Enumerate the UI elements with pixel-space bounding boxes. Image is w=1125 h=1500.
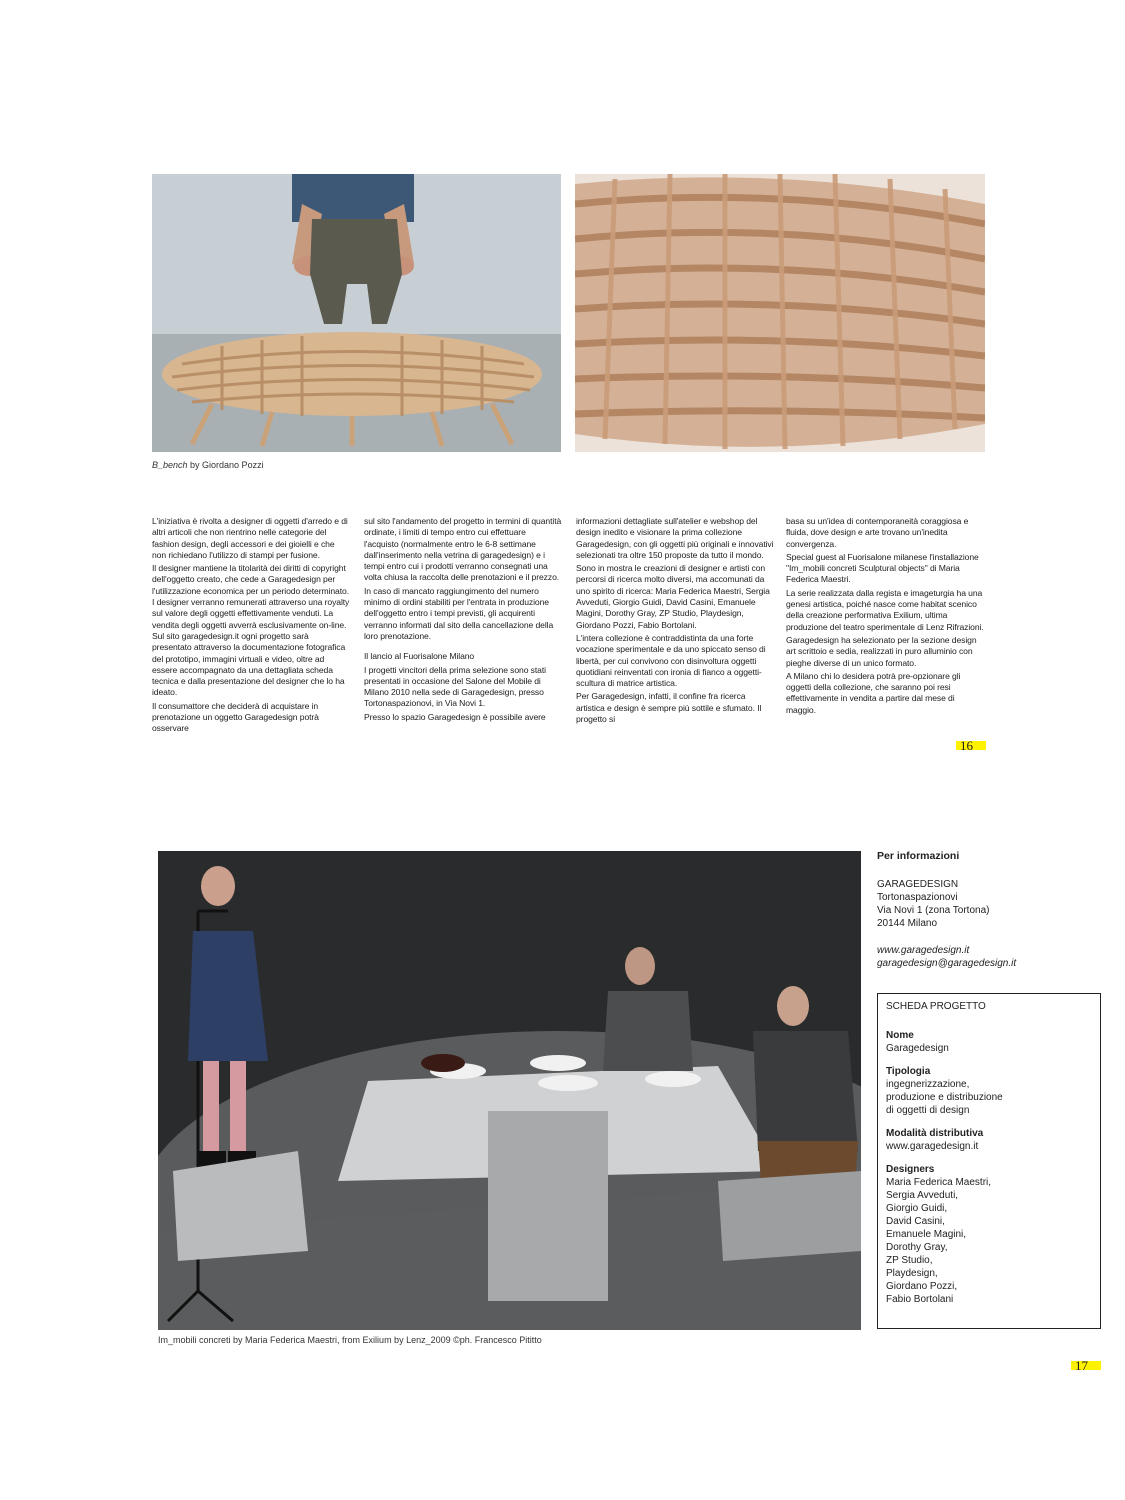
- caption-title: B_bench: [152, 460, 188, 470]
- paragraph: Il designer mantiene la titolarità dei diritti di copyright dell'oggetto creato, che cede a Garagedesign per l'utilizzazione economica per un periodo determinato. I designer verranno remunerati attraverso una royalty sul valore degli oggetti effettivamente venduti. La vendita degli oggetti avverrà esclusivamente on-line. Sul sito garagedesign.it ogni progetto sarà presentato attraverso la documentazione fotografica del prototipo, immagini virtuali e video, oltre ad essere accompagnato da una dettagliata scheda tecnica e dalla presentazione del designer che lo ha ideato.: [152, 563, 350, 698]
- paragraph: L'iniziativa è rivolta a designer di oggetti d'arredo e di altri articoli che non rientrino nelle categorie del fashion design, degli accessori e dei gioielli e che non richiedano l'utilizzo di stampi per fusione.: [152, 516, 348, 560]
- contact-info: [877, 850, 1101, 970]
- paragraph: basa su un'idea di contemporaneità coraggiosa e fluida, dove design e arte trovano un'inedita convergenza.: [786, 516, 969, 549]
- info-heading: Per informazioni: [877, 850, 960, 862]
- article-column-1: [152, 516, 350, 737]
- bench-detail-photo: [575, 174, 985, 452]
- paragraph: A Milano chi lo desidera potrà pre-opzionare gli oggetti della collezione, che saranno poi resi effettivamente in vendita a partire dal mese di maggio.: [786, 670, 961, 715]
- paragraph: Special guest al Fuorisalone milanese l'installazione "Im_mobili concreti Sculptural objects" di Maria Federica Maestri.: [786, 551, 979, 585]
- page-number-16: [956, 738, 986, 752]
- paragraph: I progetti vincitori della prima selezione sono stati presentati in occasione del Salone del Mobile di Milano 2010 nella sede di Garagedesign, presso Tortonaspazionovi, in Via Novi 1.: [364, 664, 546, 709]
- paragraph: Sono in mostra le creazioni di designer e artisti con percorsi di ricerca molto diversi, ma accomunati da uno spirito di ricerca: Maria Federica Maestri, Sergia Avveduti, Giorgio Guidi, David Casini, Emanuele Magini, Dorothy Gray, ZP Studio, Playdesign, Giordano Pozzi, Fabio Bortolani.: [576, 563, 770, 630]
- page-number-text: 16: [960, 738, 973, 753]
- tipologia-value: ingegnerizzazione, produzione e distribuzione di oggetti di design: [886, 1079, 1003, 1116]
- page-number-17: [1071, 1358, 1101, 1372]
- project-sheet-title: SCHEDA PROGETTO: [886, 1001, 986, 1012]
- paragraph: In caso di mancato raggiungimento del numero minimo di ordini stabiliti per l'entrata in produzione dell'oggetto entro i tempi previsti, gli acquirenti verranno informati dal sito della cancellazione della loro prenotazione.: [364, 585, 554, 641]
- modalita-label: Modalità distributiva: [886, 1128, 984, 1139]
- designers-label: Designers: [886, 1164, 935, 1175]
- info-email-link[interactable]: garagedesign@garagedesign.it: [877, 958, 1017, 969]
- designers-value: Maria Federica Maestri, Sergia Avveduti, Giorgio Guidi, David Casini, Emanuele Magini, Dorothy Gray, ZP Studio, Playdesign, Giordano Pozzi, Fabio Bortolani: [886, 1177, 992, 1305]
- article-column-2: [364, 516, 562, 725]
- nome-label: Nome: [886, 1030, 914, 1041]
- info-city: 20144 Milano: [877, 918, 938, 929]
- article-column-4: [786, 516, 986, 718]
- paragraph: L'intera collezione è contraddistinta da una forte vocazione sperimentale e da uno spiccato senso di libertà, per cui convivono con disinvoltura oggetti quotidiani reinventati con ironia di fianco a oggetti-scultura di matrice artistica.: [576, 632, 766, 689]
- paragraph: informazioni dettagliate sull'atelier e webshop del design inedito e visionare la prima collezione Garagedesign, con gli oggetti più originali e innovativi selezionati tra oltre 150 proposte da tutto il mondo.: [576, 516, 774, 560]
- info-website-link[interactable]: www.garagedesign.it: [877, 945, 970, 956]
- modalita-value[interactable]: www.garagedesign.it: [886, 1141, 979, 1152]
- bench-photo: [152, 174, 561, 452]
- paragraph: Per Garagedesign, infatti, il confine fra ricerca artistica e design è sempre più sottile e sfumato. Il progetto si: [576, 691, 762, 725]
- info-street: Via Novi 1 (zona Tortona): [877, 905, 990, 916]
- paragraph: La serie realizzata dalla regista e imageturgia ha una genesi artistica, poiché nasce come habitat scenico della creazione performativa Exilium, ultima produzione del teatro sperimentale di Lenz Rifrazioni.: [786, 587, 984, 632]
- info-spacer: [877, 930, 1101, 944]
- info-venue: Tortonaspazionovi: [877, 892, 958, 903]
- caption-author: by Giordano Pozzi: [187, 460, 264, 470]
- nome-value: Garagedesign: [886, 1043, 949, 1054]
- stage-performance-photo: [158, 851, 861, 1330]
- tipologia-label: Tipologia: [886, 1066, 931, 1077]
- project-sheet-box: [877, 993, 1101, 1329]
- paragraph: Il consumattore che deciderà di acquistare in prenotazione un oggetto Garagedesign potrà osservare: [152, 700, 319, 734]
- page-number-text: 17: [1075, 1358, 1088, 1373]
- section-subheading: Il lancio al Fuorisalone Milano: [364, 651, 475, 662]
- paragraph: Presso lo spazio Garagedesign è possibile avere: [364, 711, 546, 722]
- stage-photo-caption: Im_mobili concreti by Maria Federica Maestri, from Exilium by Lenz_2009 ©ph. Francesco Pititto: [158, 1335, 542, 1345]
- paragraph: Garagedesign ha selezionato per la sezione design art scrittoio e sedia, realizzati in puro alluminio con pieghe diverse di un unico formato.: [786, 634, 977, 668]
- info-company: GARAGEDESIGN: [877, 879, 959, 890]
- bench-photo-caption: [152, 460, 264, 470]
- article-column-3: [576, 516, 774, 727]
- paragraph: sul sito l'andamento del progetto in termini di quantità ordinate, i limiti di tempo entro cui effettuare l'acquisto (normalmente entro le 6-8 settimane dall'inserimento nella vetrina di garagedesign) e i tempi entro cui i prodotti verranno consegnati una volta chiusa la raccolta delle prenotazioni e il prezzo.: [364, 516, 562, 583]
